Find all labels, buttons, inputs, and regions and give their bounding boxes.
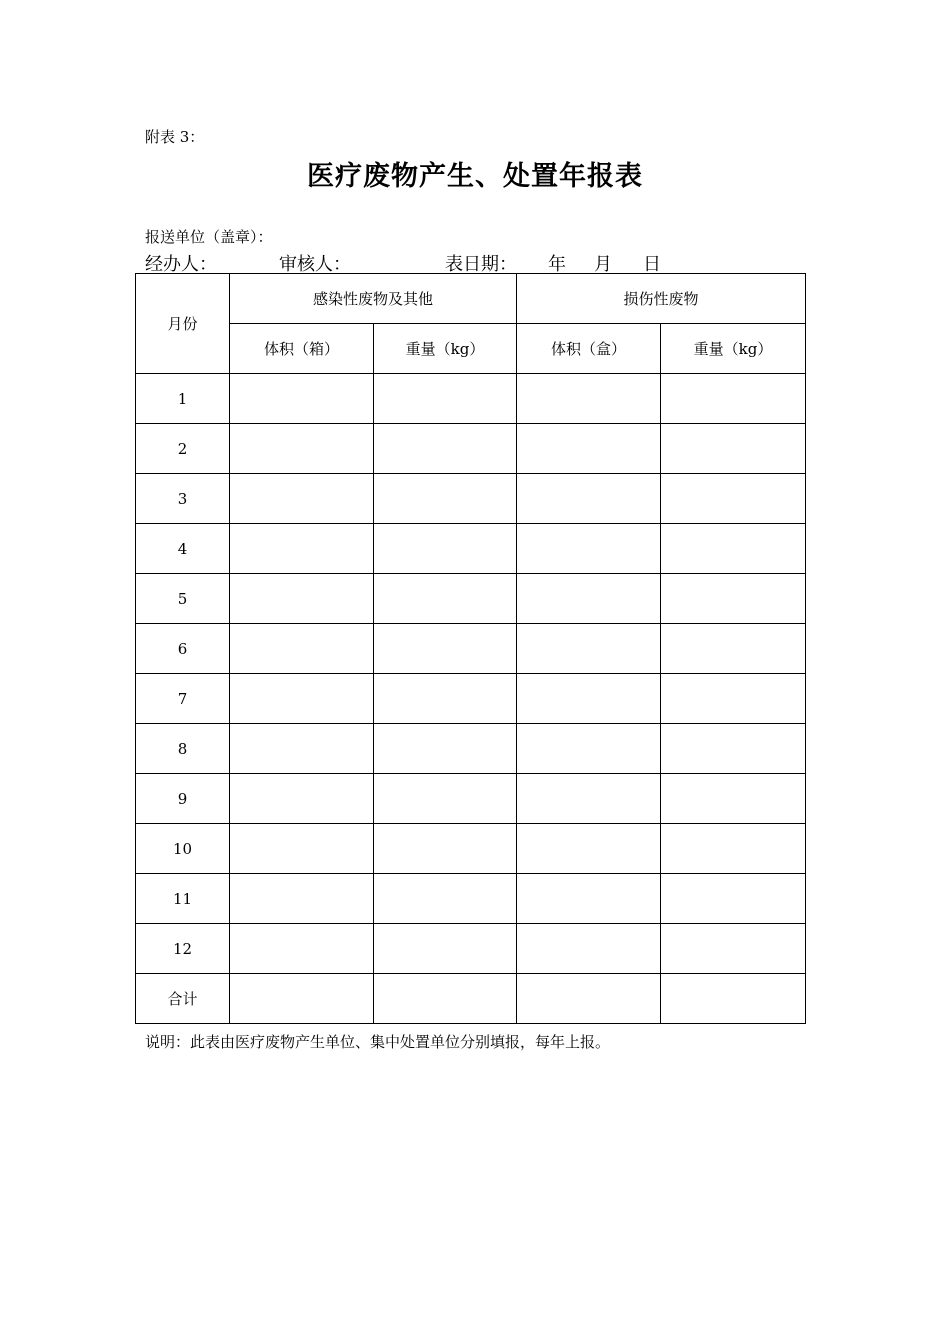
entry-cell[interactable] [517,874,661,924]
entry-cell[interactable] [230,574,374,624]
entry-cell[interactable] [661,774,806,824]
month-cell: 11 [136,874,230,924]
entry-cell[interactable] [374,774,517,824]
sharps-weight-header: 重量（kg） [661,324,806,374]
entry-cell[interactable] [374,474,517,524]
appendix-label: 附表 3： [145,128,205,146]
entry-cell[interactable] [374,974,517,1024]
month-cell: 8 [136,724,230,774]
entry-cell[interactable] [517,724,661,774]
table-row [136,924,806,974]
entry-cell[interactable] [374,874,517,924]
entry-cell[interactable] [374,624,517,674]
entry-cell[interactable] [661,674,806,724]
month-cell: 合计 [136,974,230,1024]
month-label: 月 [594,254,612,275]
entry-cell[interactable] [661,524,806,574]
entry-cell[interactable] [230,824,374,874]
month-cell: 4 [136,524,230,574]
entry-cell[interactable] [661,624,806,674]
entry-cell[interactable] [230,974,374,1024]
entry-cell[interactable] [230,624,374,674]
entry-cell[interactable] [517,624,661,674]
entry-cell[interactable] [374,424,517,474]
month-cell: 2 [136,424,230,474]
table-row [136,824,806,874]
table-row [136,474,806,524]
entry-cell[interactable] [230,724,374,774]
entry-cell[interactable] [230,474,374,524]
table-row [136,874,806,924]
infectious-weight-header: 重量（kg） [374,324,517,374]
day-label: 日 [643,254,661,275]
entry-cell[interactable] [517,474,661,524]
month-cell: 5 [136,574,230,624]
infectious-volume-header: 体积（箱） [230,324,374,374]
table-row [136,374,806,424]
entry-cell[interactable] [230,774,374,824]
entry-cell[interactable] [661,574,806,624]
table-row [136,574,806,624]
month-cell: 12 [136,924,230,974]
entry-cell[interactable] [661,724,806,774]
entry-cell[interactable] [661,374,806,424]
entry-cell[interactable] [517,774,661,824]
table-row [136,974,806,1024]
entry-cell[interactable] [661,974,806,1024]
entry-cell[interactable] [517,924,661,974]
table-row [136,774,806,824]
entry-cell[interactable] [230,674,374,724]
year-label: 年 [548,254,566,275]
entry-cell[interactable] [517,674,661,724]
entry-cell[interactable] [230,424,374,474]
infectious-waste-header: 感染性废物及其他 [230,274,517,324]
page-title: 医疗废物产生、处置年报表 [307,161,643,192]
sharps-volume-header: 体积（盒） [517,324,661,374]
entry-cell[interactable] [517,374,661,424]
table-row [136,524,806,574]
month-cell: 1 [136,374,230,424]
entry-cell[interactable] [517,974,661,1024]
entry-cell[interactable] [374,724,517,774]
entry-cell[interactable] [661,924,806,974]
waste-report-table [135,273,806,1024]
entry-cell[interactable] [661,874,806,924]
entry-cell[interactable] [661,824,806,874]
entry-cell[interactable] [517,574,661,624]
table-row [136,724,806,774]
entry-cell[interactable] [374,524,517,574]
month-header: 月份 [136,274,230,374]
entry-cell[interactable] [517,424,661,474]
sharps-waste-header: 损伤性废物 [517,274,806,324]
entry-cell[interactable] [230,874,374,924]
month-cell: 3 [136,474,230,524]
entry-cell[interactable] [374,924,517,974]
entry-cell[interactable] [374,674,517,724]
submitting-unit-label: 报送单位（盖章）： [145,228,273,246]
handler-label: 经办人： [145,254,217,275]
month-cell: 10 [136,824,230,874]
note: 说明：此表由医疗废物产生单位、集中处置单位分别填报，每年上报。 [145,1033,611,1051]
table-row [136,674,806,724]
form-date-label: 表日期： [445,254,517,275]
table-row [136,624,806,674]
entry-cell[interactable] [517,824,661,874]
table-row [136,424,806,474]
month-cell: 6 [136,624,230,674]
entry-cell[interactable] [374,574,517,624]
entry-cell[interactable] [230,924,374,974]
entry-cell[interactable] [661,474,806,524]
entry-cell[interactable] [517,524,661,574]
reviewer-label: 审核人： [279,254,351,275]
entry-cell[interactable] [374,824,517,874]
entry-cell[interactable] [374,374,517,424]
entry-cell[interactable] [230,374,374,424]
month-cell: 7 [136,674,230,724]
entry-cell[interactable] [661,424,806,474]
month-cell: 9 [136,774,230,824]
entry-cell[interactable] [230,524,374,574]
signature-line [145,250,845,274]
